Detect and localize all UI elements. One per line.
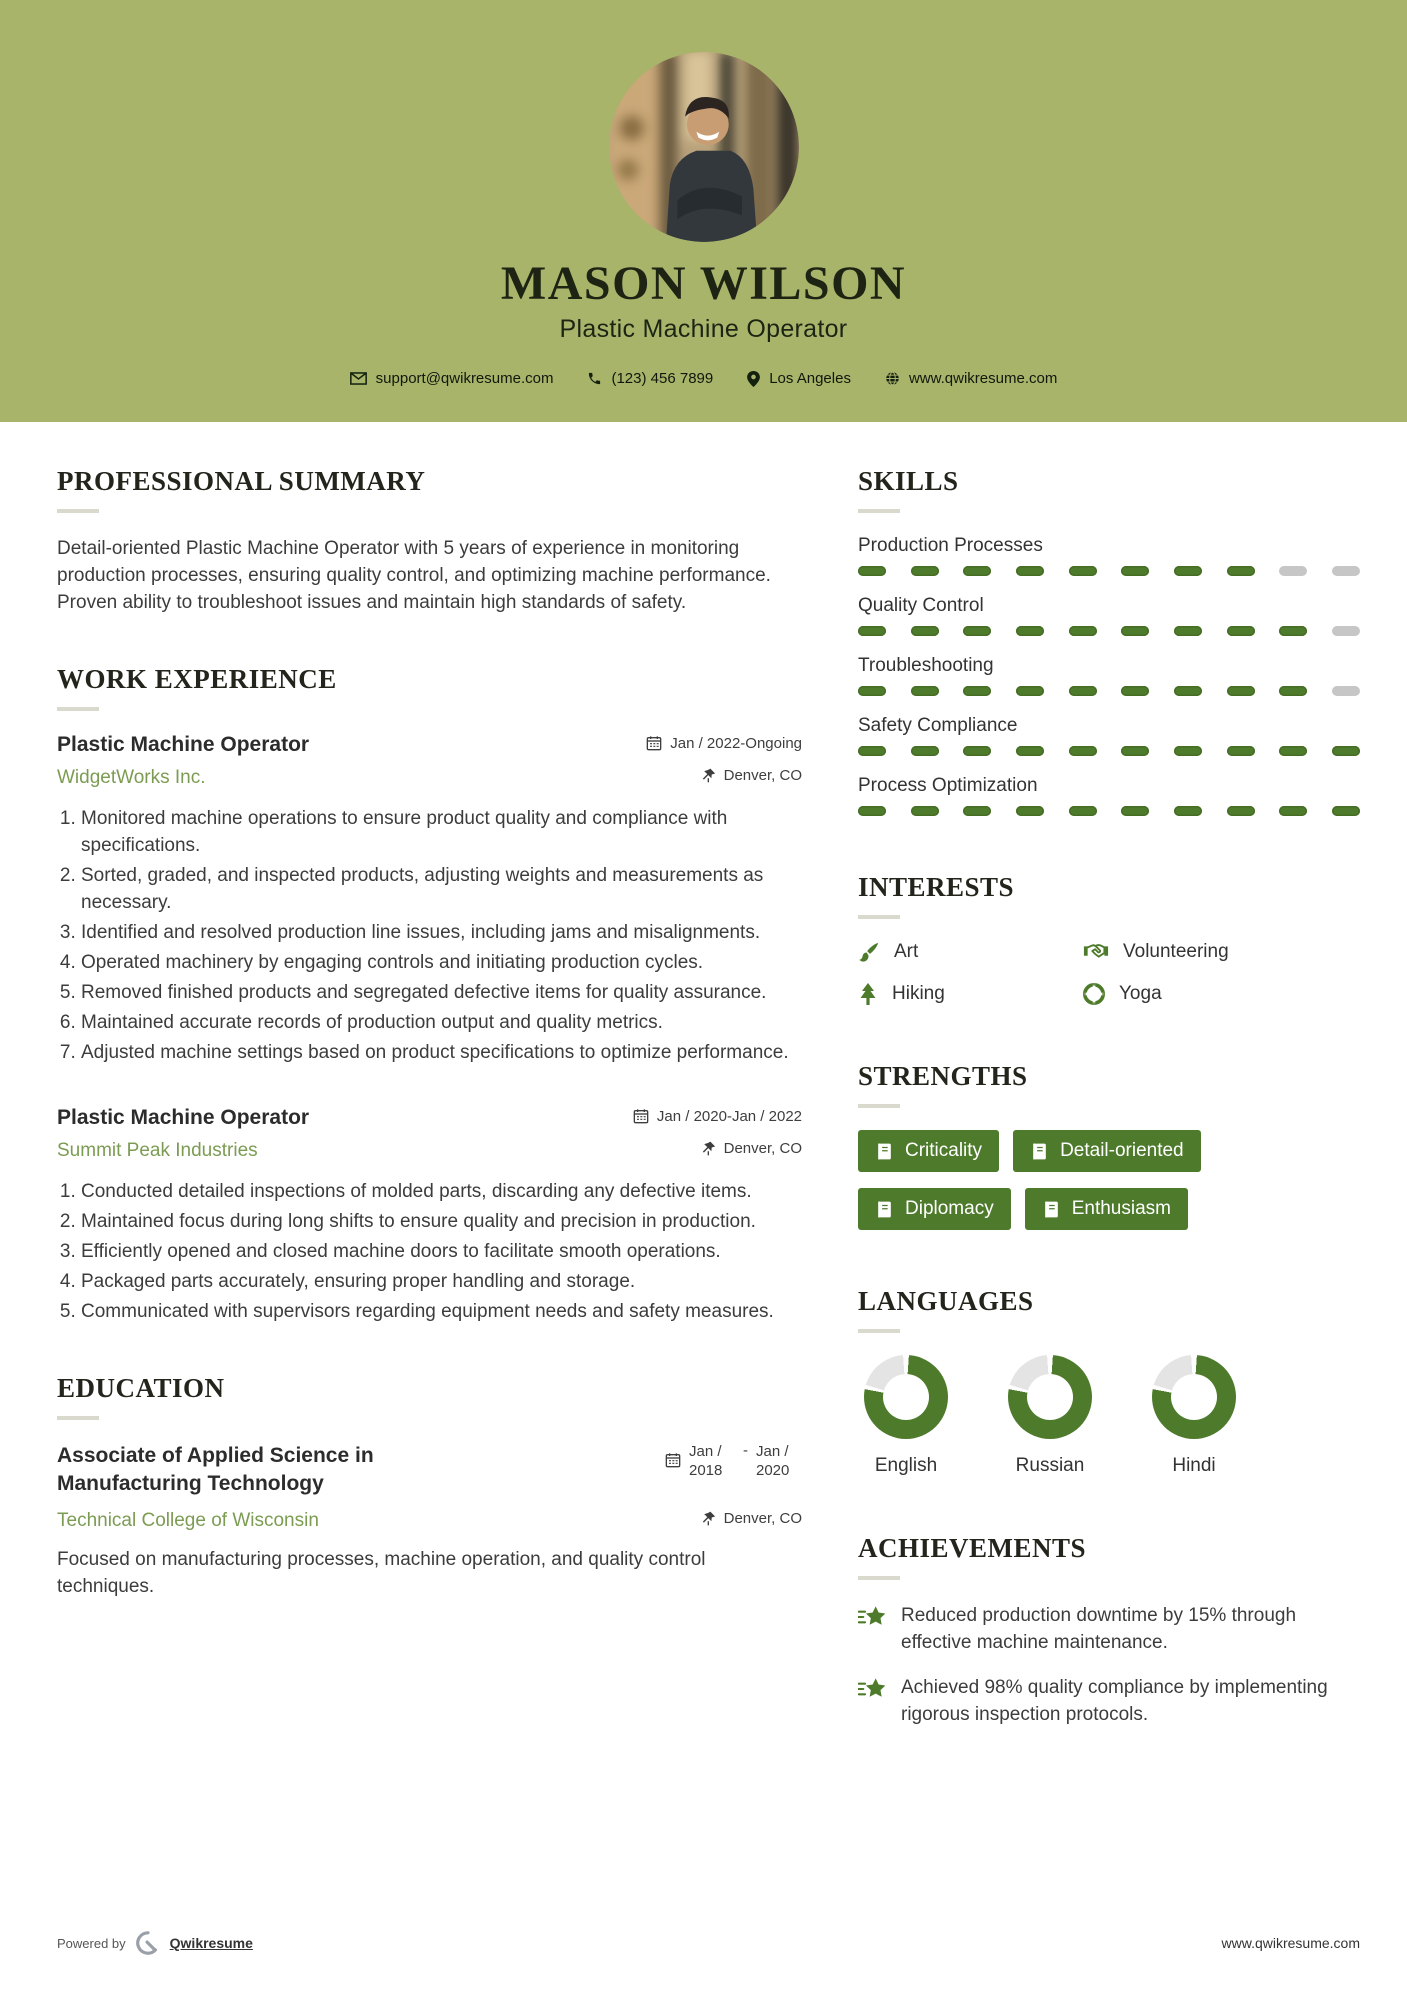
handshake-icon: [1083, 942, 1109, 962]
heading-rule: [57, 509, 99, 513]
language-donut: [1152, 1355, 1236, 1439]
job-bullet: 1. Monitored machine operations to ensure product quality and compliance with specifications.: [81, 805, 802, 859]
star-badge-icon: [858, 1604, 888, 1630]
contact-phone[interactable]: (123) 456 7899: [587, 370, 713, 387]
skill-pill: [1174, 626, 1202, 636]
work-heading: WORK EXPERIENCE: [57, 664, 337, 694]
skill-pill: [1279, 626, 1307, 636]
skill-pill: [1227, 686, 1255, 696]
skill-pill: [1174, 686, 1202, 696]
job-bullet-list: [57, 805, 802, 1066]
education-date-end: Jan / 2020: [756, 1443, 790, 1479]
job-bullet: 2. Sorted, graded, and inspected products, adjusting weights and measurements as necessary.: [81, 862, 802, 916]
heading-rule: [858, 915, 900, 919]
summary-text: Detail-oriented Plastic Machine Operator with 5 years of experience in monitoring production processes, ensuring quality control, and optimizing machine performance. Proven ability to troubleshoot issues and maintain high standards of safety.: [57, 538, 771, 613]
skill-pill: [1174, 566, 1202, 576]
skill-pill: [1332, 746, 1360, 756]
contact-location: Los Angeles: [747, 370, 851, 387]
language-donut: [864, 1355, 948, 1439]
education-heading: EDUCATION: [57, 1373, 225, 1403]
language-item: Hindi: [1152, 1355, 1236, 1477]
contact-row: [0, 370, 1407, 387]
job-entry: [57, 1106, 802, 1325]
job-title: Plastic Machine Operator: [57, 1106, 310, 1129]
footer: [0, 1930, 1407, 1990]
qwikresume-link[interactable]: Qwikresume: [169, 1935, 253, 1951]
heading-rule: [57, 707, 99, 711]
interests-section: [858, 872, 1360, 1005]
job-bullet: 5. Removed finished products and segregated defective items for quality assurance.: [81, 979, 802, 1006]
skill-pill: [1016, 566, 1044, 576]
languages-section: [858, 1286, 1360, 1477]
degree-title: Associate of Applied Science in Manufacturing Technology: [57, 1444, 374, 1495]
education-date: [665, 1442, 802, 1498]
skill-pill: [1121, 626, 1149, 636]
strength-chip: Diplomacy: [858, 1188, 1011, 1230]
skill-pill: [1121, 686, 1149, 696]
skill-pill: [858, 566, 886, 576]
education-date-start: Jan / 2018: [689, 1443, 723, 1479]
skill-pill: [1069, 686, 1097, 696]
skill-pill: [963, 746, 991, 756]
skill-pill: [963, 626, 991, 636]
education-section: [57, 1373, 802, 1600]
skill-pill: [963, 566, 991, 576]
skill-pill: [858, 686, 886, 696]
calendar-icon: [633, 1108, 649, 1124]
book-icon: [1042, 1200, 1061, 1219]
book-icon: [875, 1200, 894, 1219]
strengths-heading: STRENGTHS: [858, 1061, 1028, 1091]
skill-level-bar: [858, 686, 1360, 696]
strength-chip: Enthusiasm: [1025, 1188, 1188, 1230]
skill-pill: [911, 806, 939, 816]
location-pin-icon: [747, 371, 760, 387]
job-entry: [57, 733, 802, 1066]
skill-pill: [1279, 566, 1307, 576]
skill-level-bar: [858, 806, 1360, 816]
book-icon: [875, 1142, 894, 1161]
job-bullet: 7. Adjusted machine settings based on product specifications to optimize performance.: [81, 1039, 802, 1066]
strengths-section: [858, 1061, 1360, 1230]
profile-photo-image: [609, 52, 799, 242]
globe-icon: [885, 371, 900, 386]
profile-photo: [609, 52, 799, 242]
job-bullet: 6. Maintained accurate records of production output and quality metrics.: [81, 1009, 802, 1036]
work-experience-section: [57, 664, 802, 1325]
skill-pill: [858, 806, 886, 816]
skill-pill: [1227, 566, 1255, 576]
contact-email[interactable]: support@qwikresume.com: [350, 370, 554, 387]
skill-row: Process Optimization: [858, 775, 1360, 816]
skill-pill: [1069, 566, 1097, 576]
language-item: English: [864, 1355, 948, 1477]
skill-pill: [1332, 626, 1360, 636]
job-date: Jan / 2020-Jan / 2022: [633, 1108, 802, 1125]
qwikresume-logo: [135, 1930, 161, 1956]
skill-pill: [1332, 566, 1360, 576]
star-badge-icon: [858, 1676, 888, 1702]
skill-pill: [911, 626, 939, 636]
skill-pill: [858, 626, 886, 636]
candidate-title: Plastic Machine Operator: [559, 315, 848, 343]
skill-pill: [1227, 746, 1255, 756]
right-column: [858, 466, 1360, 1930]
skill-row: Production Processes: [858, 535, 1360, 576]
powered-by-label: Powered by: [57, 1935, 126, 1951]
education-description: Focused on manufacturing processes, machine operation, and quality control techniques.: [57, 1549, 706, 1597]
achievements-heading: ACHIEVEMENTS: [858, 1533, 1087, 1563]
heading-rule: [858, 1329, 900, 1333]
heading-rule: [57, 1416, 99, 1420]
heading-rule: [858, 1576, 900, 1580]
strength-chip: Detail-oriented: [1013, 1130, 1201, 1172]
job-bullet: 1. Conducted detailed inspections of molded parts, discarding any defective items.: [81, 1178, 802, 1205]
skills-section: [858, 466, 1360, 816]
job-location: Denver, CO: [702, 1140, 802, 1157]
interest-item: Art: [858, 941, 1083, 963]
language-item: Russian: [1008, 1355, 1092, 1477]
candidate-name: MASON WILSON: [500, 257, 907, 310]
job-bullet: 4. Packaged parts accurately, ensuring proper handling and storage.: [81, 1268, 802, 1295]
skill-pill: [1069, 746, 1097, 756]
skill-pill: [1121, 746, 1149, 756]
job-bullet-list: [57, 1178, 802, 1325]
skill-pill: [1069, 626, 1097, 636]
skill-pill: [1174, 806, 1202, 816]
education-date-separator: -: [743, 1442, 748, 1459]
job-bullet: 4. Operated machinery by engaging controls and initiating production cycles.: [81, 949, 802, 976]
skill-pill: [1121, 806, 1149, 816]
skill-pill: [1332, 806, 1360, 816]
calendar-icon: [665, 1452, 681, 1468]
languages-heading: LANGUAGES: [858, 1286, 1034, 1316]
interest-item: Volunteering: [1083, 941, 1360, 963]
wheel-icon: [1083, 983, 1105, 1005]
main-content: [0, 422, 1407, 1930]
skill-pill: [911, 746, 939, 756]
strength-chip: Criticality: [858, 1130, 999, 1172]
header: [0, 0, 1407, 422]
tree-icon: [858, 983, 878, 1005]
heading-rule: [858, 1104, 900, 1108]
summary-section: [57, 466, 802, 616]
envelope-icon: [350, 372, 367, 385]
job-date: Jan / 2022-Ongoing: [646, 735, 802, 752]
heading-rule: [858, 509, 900, 513]
skill-level-bar: [858, 746, 1360, 756]
interest-item: Yoga: [1083, 983, 1360, 1005]
skill-pill: [1069, 806, 1097, 816]
skill-pill: [1279, 806, 1307, 816]
school-name: Technical College of Wisconsin: [57, 1510, 319, 1531]
language-donut: [1008, 1355, 1092, 1439]
company-name: WidgetWorks Inc.: [57, 767, 206, 788]
skill-pill: [1016, 626, 1044, 636]
skill-pill: [1016, 746, 1044, 756]
contact-website[interactable]: www.qwikresume.com: [885, 370, 1057, 387]
skill-pill: [911, 686, 939, 696]
summary-heading: PROFESSIONAL SUMMARY: [57, 466, 426, 496]
job-bullet: 3. Efficiently opened and closed machine doors to facilitate smooth operations.: [81, 1238, 802, 1265]
left-column: [57, 466, 802, 1930]
interests-heading: INTERESTS: [858, 872, 1015, 902]
pushpin-icon: [702, 768, 716, 783]
skill-pill: [1279, 746, 1307, 756]
skill-pill: [1174, 746, 1202, 756]
skill-pill: [1279, 686, 1307, 696]
skill-pill: [963, 686, 991, 696]
interest-item: Hiking: [858, 983, 1083, 1005]
job-bullet: 2. Maintained focus during long shifts to ensure quality and precision in production.: [81, 1208, 802, 1235]
skill-pill: [1227, 806, 1255, 816]
achievement-item: Reduced production downtime by 15% through effective machine maintenance.: [858, 1602, 1360, 1656]
job-bullet: 3. Identified and resolved production line issues, including jams and misalignments.: [81, 919, 802, 946]
skill-row: Quality Control: [858, 595, 1360, 636]
skill-level-bar: [858, 626, 1360, 636]
skill-pill: [1332, 686, 1360, 696]
skill-pill: [858, 746, 886, 756]
calendar-icon: [646, 735, 662, 751]
footer-url[interactable]: www.qwikresume.com: [1221, 1935, 1360, 1951]
skill-pill: [963, 806, 991, 816]
pushpin-icon: [702, 1141, 716, 1156]
skill-row: Troubleshooting: [858, 655, 1360, 696]
education-location: Denver, CO: [702, 1510, 802, 1527]
achievements-section: [858, 1533, 1360, 1728]
job-title: Plastic Machine Operator: [57, 733, 310, 756]
skill-pill: [1121, 566, 1149, 576]
job-bullet: 5. Communicated with supervisors regarding equipment needs and safety measures.: [81, 1298, 802, 1325]
skills-heading: SKILLS: [858, 466, 959, 496]
pushpin-icon: [702, 1511, 716, 1526]
skill-level-bar: [858, 566, 1360, 576]
skill-row: Safety Compliance: [858, 715, 1360, 756]
skill-pill: [1016, 686, 1044, 696]
book-icon: [1030, 1142, 1049, 1161]
skill-pill: [1227, 626, 1255, 636]
job-location: Denver, CO: [702, 767, 802, 784]
phone-icon: [587, 371, 602, 386]
skill-pill: [1016, 806, 1044, 816]
skill-pill: [911, 566, 939, 576]
achievement-item: Achieved 98% quality compliance by implementing rigorous inspection protocols.: [858, 1674, 1360, 1728]
paintbrush-icon: [858, 941, 880, 963]
company-name: Summit Peak Industries: [57, 1140, 258, 1161]
